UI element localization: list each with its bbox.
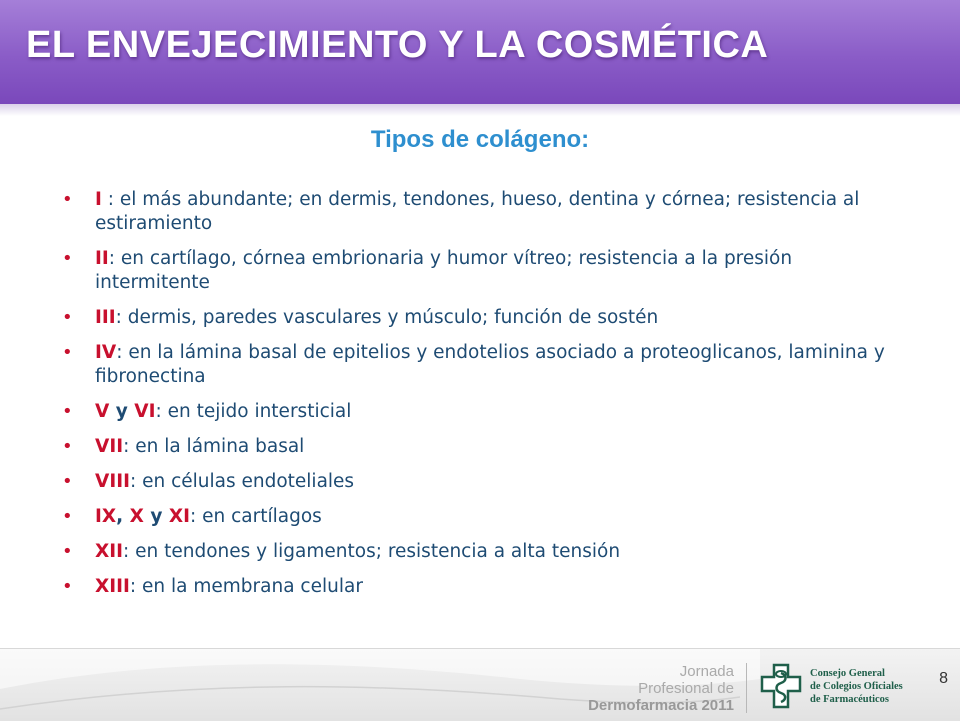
collagen-type-key: VI xyxy=(134,401,156,422)
list-item xyxy=(62,400,902,424)
header-shadow xyxy=(0,104,960,116)
collagen-type-key: XIII xyxy=(95,576,130,597)
list-item xyxy=(62,470,902,494)
conjunction: , xyxy=(116,506,130,527)
list-item xyxy=(62,505,902,529)
collagen-type-desc: : el más abundante; en dermis, tendones, hueso, dentina y córnea; resistencia al estiramiento xyxy=(95,189,860,234)
collagen-type-desc: : en cartílago, córnea embrionaria y humor vítreo; resistencia a la presión intermitente xyxy=(95,248,793,293)
bullet-icon: • xyxy=(62,342,73,363)
list-item xyxy=(62,341,902,389)
collagen-type-key: XII xyxy=(95,541,124,562)
bullet-icon: • xyxy=(62,541,73,562)
collagen-type-key: IV xyxy=(95,342,117,363)
list-item xyxy=(62,575,902,599)
collagen-types-list xyxy=(62,188,902,610)
list-item xyxy=(62,540,902,564)
event-name xyxy=(588,663,734,714)
collagen-type-key: I xyxy=(95,189,102,210)
footer-bar xyxy=(0,648,960,721)
bullet-icon: • xyxy=(62,401,73,422)
collagen-type-desc: : en la lámina basal xyxy=(123,436,305,457)
org-line-2: de Colegios Oficiales xyxy=(810,681,903,692)
slide-title: EL ENVEJECIMIENTO Y LA COSMÉTICA xyxy=(26,24,769,66)
org-line-1: Consejo General xyxy=(810,668,885,679)
collagen-type-key: X xyxy=(129,506,144,527)
collagen-type-key: II xyxy=(95,248,109,269)
collagen-type-desc: : en tendones y ligamentos; resistencia a alta tensión xyxy=(123,541,621,562)
event-line-1: Jornada xyxy=(679,663,734,680)
pharmacy-cross-logo-icon xyxy=(760,663,802,709)
page-number: 8 xyxy=(939,670,948,687)
bullet-icon: • xyxy=(62,248,73,269)
collagen-type-desc: : en cartílagos xyxy=(190,506,322,527)
collagen-type-key: III xyxy=(95,307,116,328)
collagen-type-key: VIII xyxy=(95,471,130,492)
bullet-icon: • xyxy=(62,307,73,328)
collagen-type-desc: : en la membrana celular xyxy=(129,576,363,597)
collagen-type-desc: : en células endoteliales xyxy=(129,471,355,492)
bullet-icon: • xyxy=(62,189,73,210)
collagen-type-desc: : en tejido intersticial xyxy=(155,401,352,422)
footer-divider xyxy=(746,663,747,713)
bullet-icon: • xyxy=(62,506,73,527)
bullet-icon: • xyxy=(62,471,73,492)
collagen-type-key: XI xyxy=(168,506,190,527)
list-item xyxy=(62,306,902,330)
conjunction: y xyxy=(109,401,135,422)
list-item xyxy=(62,188,902,236)
collagen-type-key: IX xyxy=(95,506,117,527)
collagen-type-key: V xyxy=(95,401,110,422)
bullet-icon: • xyxy=(62,576,73,597)
list-item xyxy=(62,247,902,295)
bullet-icon: • xyxy=(62,436,73,457)
event-line-2: Profesional de xyxy=(638,680,734,697)
collagen-type-desc: : dermis, paredes vasculares y músculo; función de sostén xyxy=(115,307,659,328)
collagen-type-desc: : en la lámina basal de epitelios y endotelios asociado a proteoglicanos, laminina y fibronectina xyxy=(95,342,885,387)
event-line-3: Dermofarmacia 2011 xyxy=(588,697,734,714)
org-line-3: de Farmacéuticos xyxy=(810,694,890,705)
list-item xyxy=(62,435,902,459)
organization-name xyxy=(810,667,903,706)
collagen-type-key: VII xyxy=(95,436,124,457)
conjunction: y xyxy=(143,506,169,527)
header-bar xyxy=(0,0,960,104)
slide-subtitle: Tipos de colágeno: xyxy=(370,126,590,153)
